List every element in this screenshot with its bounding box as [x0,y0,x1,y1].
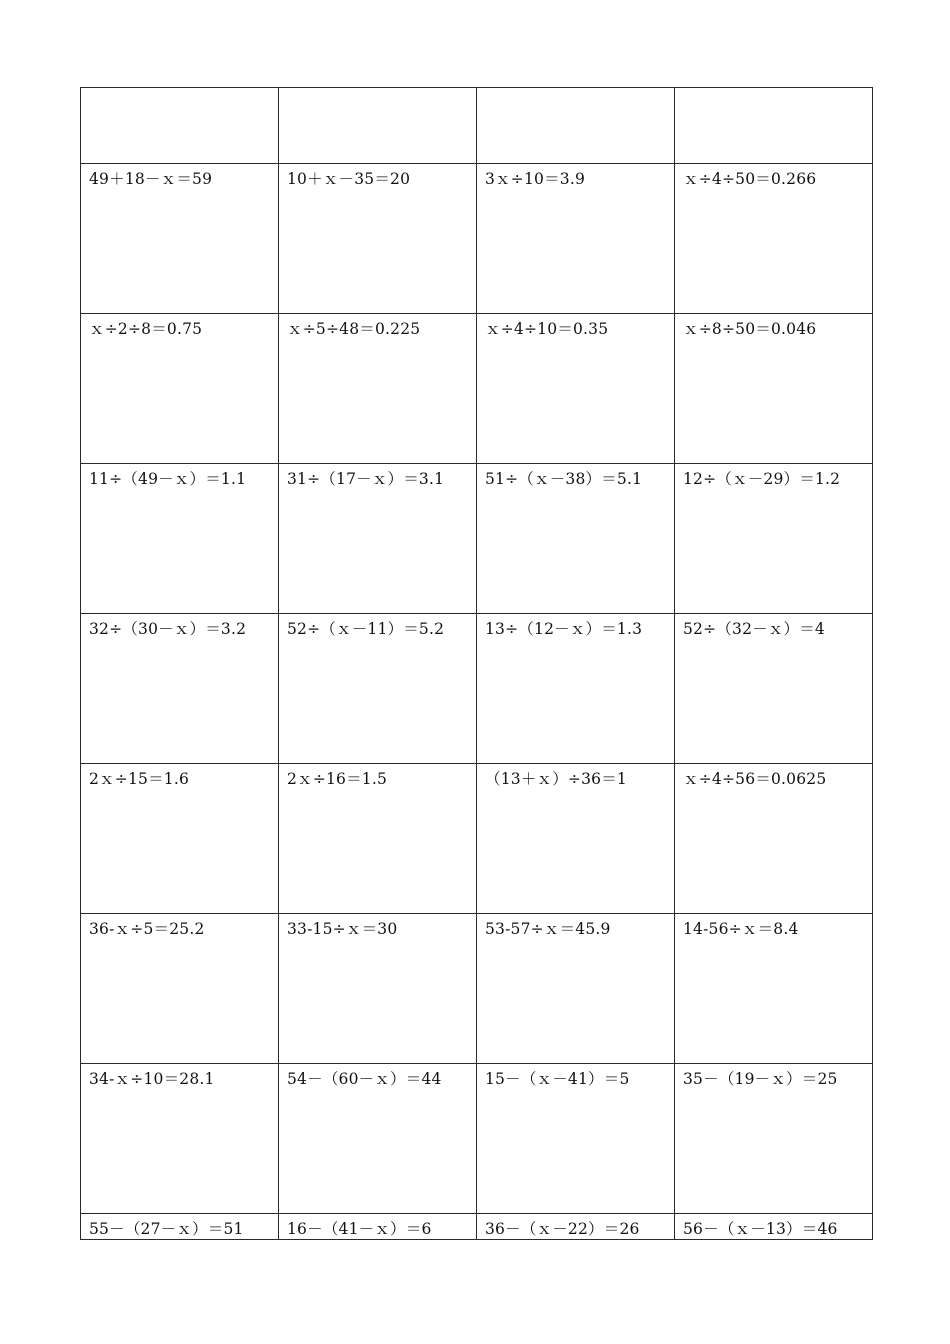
table-cell [675,1064,873,1214]
table-cell [81,88,279,164]
table-cell [279,464,477,614]
table-cell [81,1064,279,1214]
equation-text [477,88,674,93]
table-row [81,464,873,614]
table-cell [81,914,279,1064]
equation-text: 12÷（ｘ－29）＝1.2 [683,470,841,488]
equation-text: ｘ÷2÷8＝0.75 [89,320,203,338]
equation-text: 13÷（12－ｘ）＝1.3 [485,620,643,638]
equation-text: 2ｘ÷16＝1.5 [287,770,388,788]
equation-text: 31÷（17－ｘ）＝3.1 [287,470,445,488]
table-cell [81,464,279,614]
table-cell [279,314,477,464]
equation-text: 51÷（ｘ－38）＝5.1 [485,470,643,488]
table-cell [279,914,477,1064]
table-cell [81,1214,279,1240]
equation-text: 33-15÷ｘ＝30 [287,920,398,938]
table-cell [477,1214,675,1240]
table-cell [675,164,873,314]
table-row [81,164,873,314]
table-row [81,1064,873,1214]
table-cell [675,764,873,914]
table-cell [81,614,279,764]
equation-text: 11÷（49－ｘ）＝1.1 [89,470,247,488]
equation-text: 56－（ｘ－13）＝46 [683,1220,838,1238]
equation-text: 16－（41－ｘ）＝6 [287,1220,432,1238]
table-cell [279,614,477,764]
equation-text [81,88,278,93]
table-cell [675,1214,873,1240]
equation-text: 55－（27－ｘ）＝51 [89,1220,244,1238]
equation-text: 35－（19－ｘ）＝25 [683,1070,838,1088]
table-row [81,614,873,764]
table-cell [279,1214,477,1240]
table-cell [477,1064,675,1214]
equation-text: 34-ｘ÷10＝28.1 [89,1070,215,1088]
equation-text: 52÷（ｘ－11）＝5.2 [287,620,445,638]
equation-text: ｘ÷5÷48＝0.225 [287,320,421,338]
table-cell [477,314,675,464]
equation-text: 14-56÷ｘ＝8.4 [683,920,799,938]
equation-text: 54－（60－ｘ）＝44 [287,1070,442,1088]
equation-text: ｘ÷4÷10＝0.35 [485,320,609,338]
equation-text: 15－（ｘ－41）＝5 [485,1070,630,1088]
equation-worksheet-table [80,87,873,1240]
table-cell [81,764,279,914]
equation-text: ｘ÷4÷56＝0.0625 [683,770,827,788]
table-cell [279,88,477,164]
table-cell [675,914,873,1064]
equation-text: 52÷（32－ｘ）＝4 [683,620,825,638]
equation-text: 36－（ｘ－22）＝26 [485,1220,640,1238]
table-cell [279,1064,477,1214]
equation-text: 53-57÷ｘ＝45.9 [485,920,611,938]
table-row-blank [81,88,873,164]
table-cell [279,764,477,914]
equation-text: 49＋18－ｘ＝59 [89,170,213,188]
table-cell [675,88,873,164]
equation-text: （13＋ｘ）÷36＝1 [485,770,627,788]
table-cell [675,464,873,614]
table-cell [477,88,675,164]
table-row [81,314,873,464]
table-cell [675,614,873,764]
equation-text: 3ｘ÷10＝3.9 [485,170,586,188]
equation-text: ｘ÷8÷50＝0.046 [683,320,817,338]
equation-text [675,88,872,93]
table-cell [279,164,477,314]
equation-text: 2ｘ÷15＝1.6 [89,770,190,788]
table-cell [477,764,675,914]
table-cell [81,314,279,464]
equation-text [279,88,476,93]
table-cell [81,164,279,314]
equation-text: 32÷（30－ｘ）＝3.2 [89,620,247,638]
equation-text: 36-ｘ÷5＝25.2 [89,920,205,938]
equation-text: ｘ÷4÷50＝0.266 [683,170,817,188]
table-cell [477,164,675,314]
table-cell [477,614,675,764]
table-row-partial [81,1214,873,1240]
table-cell [477,914,675,1064]
table-cell [675,314,873,464]
equation-text: 10＋ｘ－35＝20 [287,170,411,188]
table-row [81,764,873,914]
table-row [81,914,873,1064]
table-cell [477,464,675,614]
